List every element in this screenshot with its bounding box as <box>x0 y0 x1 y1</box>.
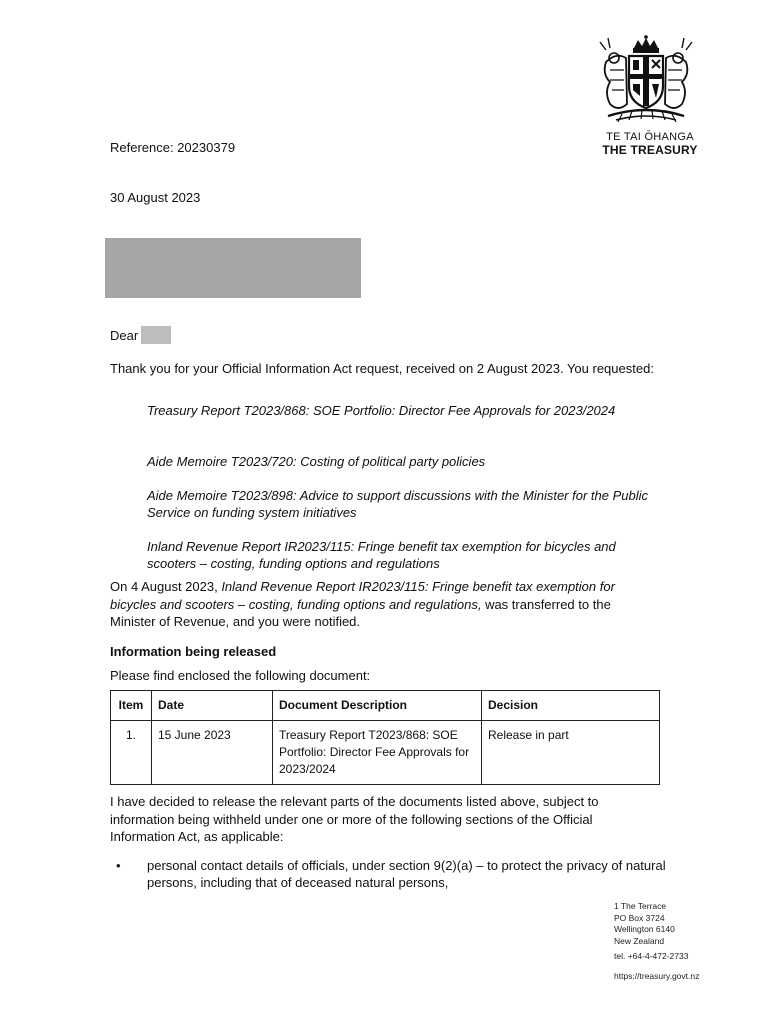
transfer-suffix: was transferred to the Minister of Revenue, and you were notified. <box>110 596 611 629</box>
cell-date: 15 June 2023 <box>152 721 273 785</box>
decision-paragraph: I have decided to release the relevant parts of the documents listed above, subject to information being withheld under one or more of the following sections of the Official Information Act, as applicable: <box>110 794 599 844</box>
section-heading: Information being released <box>110 644 277 659</box>
address-line: New Zealand <box>614 935 665 946</box>
column-header-date: Date <box>152 691 273 721</box>
org-name-maori: TE TAI ŌHANGA <box>606 131 694 143</box>
salutation-text: Dear <box>110 327 139 343</box>
table-row <box>111 721 660 785</box>
footer-contact <box>614 901 699 982</box>
salutation <box>110 326 171 344</box>
documents-table <box>110 690 660 785</box>
requested-item: Aide Memoire T2023/720: Costing of political party policies <box>147 454 486 469</box>
requested-item: Aide Memoire T2023/898: Advice to support discussions with the Minister for the Public Service on funding system initiatives <box>147 488 648 520</box>
reference-number: Reference: 20230379 <box>110 140 236 155</box>
cell-item: 1. <box>111 721 152 785</box>
column-header-decision: Decision <box>482 691 660 721</box>
requested-item: Inland Revenue Report IR2023/115: Fringe benefit tax exemption for bicycles and scooters – costing, funding options and regulations <box>147 539 616 571</box>
withholding-ground: personal contact details of officials, under section 9(2)(a) – to protect the privacy of natural persons, including that of deceased natural persons, <box>147 858 666 890</box>
column-header-description: Document Description <box>273 691 482 721</box>
org-name-english: THE TREASURY <box>602 143 698 157</box>
table-header-row <box>111 691 660 721</box>
redacted-recipient-name <box>141 326 171 344</box>
intro-paragraph: Thank you for your Official Information Act request, received on 2 August 2023. You requested: <box>110 361 654 376</box>
cell-decision: Release in part <box>482 721 660 785</box>
transfer-prefix: On 4 August 2023, <box>110 579 222 594</box>
nz-coat-of-arms-logo <box>596 34 696 130</box>
bullet-icon: • <box>116 858 121 873</box>
address-line: 1 The Terrace <box>614 901 667 911</box>
transfer-document-title: Inland Revenue Report IR2023/115: Fringe benefit tax exemption for bicycles and scooters – costing, funding options and regulations, <box>110 579 615 612</box>
requested-item: Treasury Report T2023/868: SOE Portfolio: Director Fee Approvals for 2023/2024 <box>147 403 616 418</box>
website-link[interactable]: https://treasury.govt.nz <box>614 970 700 981</box>
enclosed-intro: Please find enclosed the following document: <box>110 668 371 683</box>
address-line: PO Box 3724 <box>614 912 665 923</box>
redacted-recipient-address <box>105 238 361 298</box>
letter-date: 30 August 2023 <box>110 190 201 205</box>
column-header-item: Item <box>111 691 152 721</box>
telephone: tel. +64-4-472-2733 <box>614 951 689 961</box>
cell-description: Treasury Report T2023/868: SOE Portfolio: Director Fee Approvals for 2023/2024 <box>273 721 482 785</box>
transfer-paragraph <box>110 578 658 631</box>
address-line: Wellington 6140 <box>614 924 675 934</box>
